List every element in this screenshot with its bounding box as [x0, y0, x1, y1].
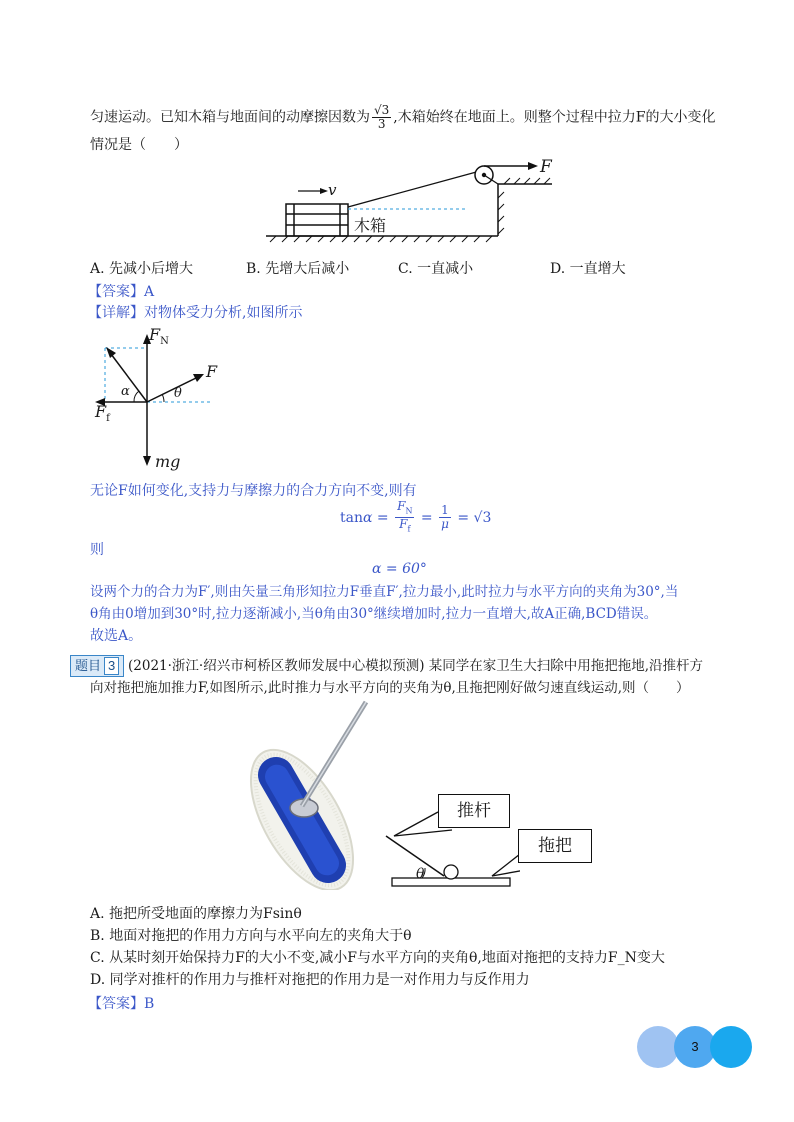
q2-solution-4: θ角由0增加到30°时,拉力逐渐减小,当θ角由30°继续增加时,拉力一直增大,故A正确,BCD错误。: [90, 606, 658, 622]
q2-option-c[interactable]: C. 一直减小: [398, 261, 474, 277]
q3-option-b[interactable]: B. 地面对拖把的作用力方向与水平向左的夹角大于θ: [90, 928, 412, 944]
box-pulley-figure: [262, 158, 562, 248]
mg-label: mg: [155, 452, 181, 471]
page-number: 3: [691, 1039, 699, 1054]
alpha-label: α: [121, 384, 130, 399]
q2-solution-then: 则: [90, 542, 104, 558]
page-number-badge: [637, 1026, 752, 1068]
ff-label: [95, 402, 110, 424]
theta-label-fbd: θ: [174, 386, 182, 401]
callout-rod: 推杆: [438, 794, 510, 828]
q3-stem-line2: 向对拖把施加推力F,如图所示,此时推力与水平方向的夹角为θ,且拖把刚好做匀速直线运动,则（ ）: [90, 680, 690, 696]
q2-option-d[interactable]: D. 一直增大: [550, 261, 626, 277]
q2-stem-post: ,木箱始终在地面上。则整个过程中拉力F的大小变化: [393, 109, 716, 126]
q2-solution-1: 无论F如何变化,支持力与摩擦力的合力方向不变,则有: [90, 483, 417, 499]
q2-stem-pre: 匀速运动。已知木箱与地面间的动摩擦因数为: [90, 109, 370, 126]
q2-detail-heading: 【详解】对物体受力分析,如图所示: [88, 305, 303, 321]
q2-equation-tan: tanα = $\frac{F_N}{F_f}$ = $\frac{1}{\mu}$ = √3: [340, 499, 492, 534]
wooden-box: [286, 204, 348, 236]
f-label: F: [206, 362, 218, 381]
fn-label: [149, 325, 169, 347]
q2-stem-line1: [90, 104, 715, 131]
q3-tag: [70, 655, 124, 677]
force-label: F: [540, 157, 552, 177]
box-label: 木箱: [354, 218, 387, 235]
fn-subscript: N: [160, 336, 169, 348]
frac-denominator: 3: [377, 117, 386, 131]
theta-label-mop: θ: [416, 866, 425, 882]
velocity-label: v: [328, 181, 337, 199]
q3-option-d[interactable]: D. 同学对推杆的作用力与推杆对拖把的作用力是一对作用力与反作用力: [90, 972, 530, 988]
q2-option-b[interactable]: B. 先增大后减小: [246, 261, 350, 277]
q2-option-a[interactable]: A. 先减小后增大: [90, 261, 194, 277]
callout-mop: 拖把: [518, 829, 592, 863]
fn-letter: F: [149, 325, 161, 344]
q3-tag-number: 3: [104, 657, 119, 675]
q3-answer: 【答案】B: [88, 996, 155, 1012]
q2-answer: 【答案】A: [88, 284, 155, 300]
ff-subscript: f: [106, 413, 110, 425]
q2-solution-5: 故选A。: [90, 628, 143, 644]
frac-numerator: √3: [374, 103, 390, 117]
q3-tag-label: 题目: [75, 658, 102, 673]
q2-equation-alpha: α = 60°: [372, 561, 427, 577]
ff-letter: F: [95, 402, 107, 421]
q3-option-c[interactable]: C. 从某时刻开始保持力F的大小不变,减小F与水平方向的夹角θ,地面对拖把的支持力F_N变大: [90, 950, 665, 966]
page-circle-1: [637, 1026, 679, 1068]
page-circle-3: [710, 1026, 752, 1068]
q2-solution-3: 设两个力的合力为F′,则由矢量三角形知拉力F垂直F′,拉力最小,此时拉力与水平方向的夹角为30°,当: [90, 584, 679, 600]
mu-fraction: [372, 104, 391, 131]
q3-stem-line1: (2021·浙江·绍兴市柯桥区教师发展中心模拟预测) 某同学在家卫生大扫除中用拖把拖地,沿推杆方: [128, 658, 704, 674]
q2-stem-line2: 情况是（ ）: [90, 137, 188, 153]
mop-photo: [232, 700, 372, 890]
q3-option-a[interactable]: A. 拖把所受地面的摩擦力为Fsinθ: [90, 906, 302, 922]
